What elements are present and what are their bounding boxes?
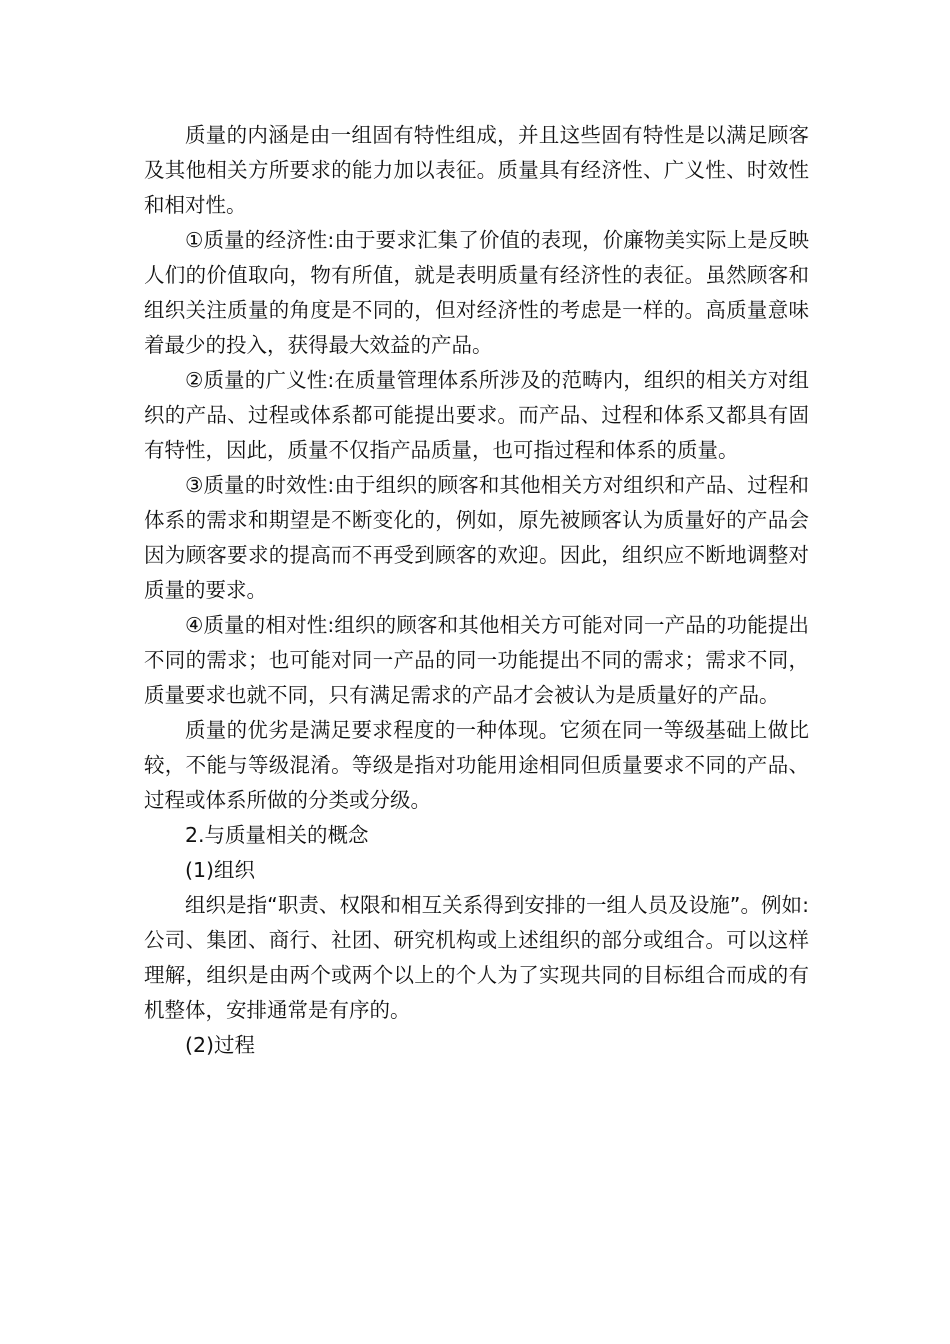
subheading-process: (2)过程 bbox=[185, 1033, 256, 1057]
paragraph-organization-definition: 组织是指“职责、权限和相互关系得到安排的一组人员及设施”。例如:公司、集团、商行、社团、研究机构或上述组织的部分或组合。可以这样理解，组织是由两个或两个以上的个人为了实现共同的目标组合而成的有机整体，安排通常是有序的。 bbox=[144, 893, 809, 1022]
paragraph-economic-property: ①质量的经济性:由于要求汇集了价值的表现，价廉物美实际上是反映人们的价值取向，物有所值，就是表明质量有经济性的表征。虽然顾客和组织关注质量的角度是不同的，但对经济性的考虑是一样的。高质量意味着最少的投入，获得最大效益的产品。 bbox=[144, 228, 809, 357]
paragraph-relativity-property: ④质量的相对性:组织的顾客和其他相关方可能对同一产品的功能提出不同的需求；也可能对同一产品的同一功能提出不同的需求；需求不同，质量要求也就不同，只有满足需求的产品才会被认为是质量好的产品。 bbox=[144, 613, 809, 707]
paragraph-quality-connotation: 质量的内涵是由一组固有特性组成，并且这些固有特性是以满足顾客及其他相关方所要求的能力加以表征。质量具有经济性、广义性、时效性和相对性。 bbox=[144, 123, 809, 217]
section-heading-related-concepts: 2.与质量相关的概念 bbox=[185, 823, 369, 847]
document-body bbox=[144, 118, 809, 1063]
subheading-organization: (1)组织 bbox=[185, 858, 256, 882]
paragraph-timeliness-property: ③质量的时效性:由于组织的顾客和其他相关方对组织和产品、过程和体系的需求和期望是不断变化的，例如，原先被顾客认为质量好的产品会因为顾客要求的提高而不再受到顾客的欢迎。因此，组织应不断地调整对质量的要求。 bbox=[144, 473, 809, 602]
paragraph-broad-property: ②质量的广义性:在质量管理体系所涉及的范畴内，组织的相关方对组织的产品、过程或体系都可能提出要求。而产品、过程和体系又都具有固有特性，因此，质量不仅指产品质量，也可指过程和体系的质量。 bbox=[144, 368, 809, 462]
paragraph-quality-grade: 质量的优劣是满足要求程度的一种体现。它须在同一等级基础上做比较，不能与等级混淆。等级是指对功能用途相同但质量要求不同的产品、过程或体系所做的分类或分级。 bbox=[144, 718, 809, 812]
